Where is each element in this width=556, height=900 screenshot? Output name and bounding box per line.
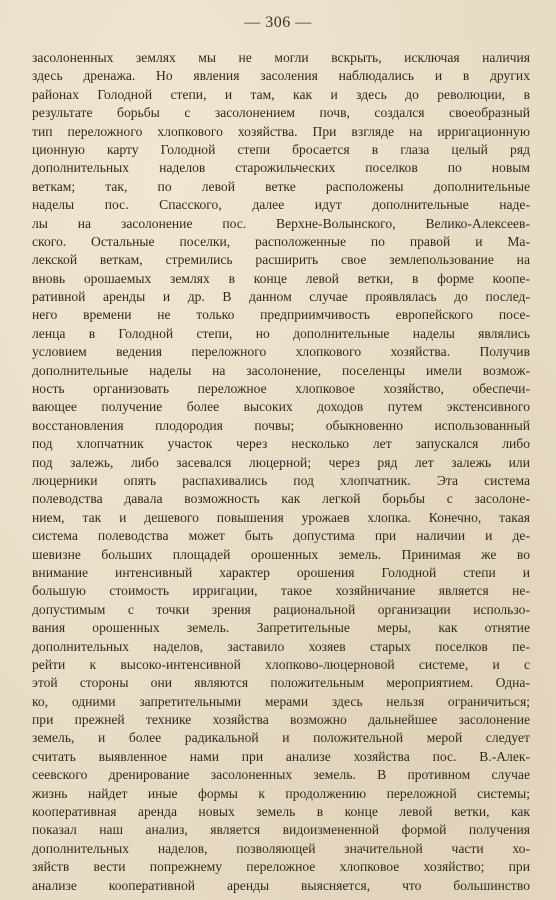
- text-line: дополнительных наделов, позволяющей значительной части хо-: [32, 840, 530, 856]
- text-line: ко, одними запретительными мерами здесь нельзя ограничиться;: [32, 693, 530, 709]
- text-line: лекской веткам, стремились расширить свое землепользование на: [32, 252, 530, 268]
- text-line: кооперативная аренда новых земель в конце левой ветки, как: [32, 804, 530, 820]
- text-line: большую стоимость ирригации, такое хозяйничание является не-: [32, 583, 530, 599]
- text-line: рейти к высоко-интенсивной хлопково-люцерновой системе, и с: [32, 656, 530, 672]
- text-line: него времени не только предприимчивость европейского посе-: [32, 307, 530, 323]
- text-line: районах Голодной степи, и там, как и здесь до революции, в: [32, 86, 530, 102]
- text-line: тип переложного хлопкового хозяйства. При взгляде на ирригационную: [32, 123, 530, 139]
- text-line: зяйств вести попрежнему переложное хлопковое хозяйство; при: [32, 859, 530, 875]
- text-line: земель, и более радикальной и положительной мерой следует: [32, 730, 530, 746]
- text-line: лы на засолонение пос. Верхне-Волынского, Велико-Алексеев-: [32, 215, 530, 231]
- text-line: система полеводства может быть допустима при наличии и де-: [32, 528, 530, 544]
- text-line: ность организовать переложное хлопковое хозяйство, обеспечи-: [32, 381, 530, 397]
- text-line: ленца в Голодной степи, но дополнительные наделы являлись: [32, 325, 530, 341]
- text-line: анализе кооперативной аренды выясняется, что большинство: [32, 877, 530, 893]
- text-line: нием, так и дешевого повышения урожаев хлопка. Конечно, такая: [32, 509, 530, 525]
- text-line: дополнительных наделов старожильческих поселков по новым: [32, 160, 530, 176]
- text-line: при прежней технике хозяйства возможно дальнейшее засолонение: [32, 712, 530, 728]
- text-line: условием ведения переложного хлопкового хозяйства. Получив: [32, 344, 530, 360]
- text-line: жизнь найдет иные формы к продолжению переложной системы;: [32, 785, 530, 801]
- text-line: вновь орошаемых землях в конце левой ветки, в форме коопе-: [32, 270, 530, 286]
- text-line: восстановления плодородия почвы; обыкновенно использованный: [32, 417, 530, 433]
- text-line: результате борьбы с засолонением почв, создался своеобразный: [32, 105, 530, 121]
- text-line: ционную карту Голодной степи бросается в глаза целый ряд: [32, 141, 530, 157]
- text-line: показал наш анализ, является видоизмененной формой получения: [32, 822, 530, 838]
- text-line: здесь дренажа. Но явления засоления наблюдались и в других: [32, 68, 530, 84]
- text-line: ского. Остальные поселки, расположенные по правой и Ма-: [32, 233, 530, 249]
- text-line: засолоненных землях мы не могли вскрыть, исключая наличия: [32, 50, 530, 65]
- text-line: полеводства давала возможность как легкой борьбы с засолоне-: [32, 491, 530, 507]
- text-line: дополнительные наделы на засолонение, поселенцы имели возмож-: [32, 362, 530, 378]
- text-line: ративной аренды и др. В данном случае проявлялась до послед-: [32, 289, 530, 305]
- text-line: вающее получение более высоких доходов путем экстенсивного: [32, 399, 530, 415]
- text-line: под залежь, либо засевался люцерной; через ряд лет залежь или: [32, 454, 530, 470]
- text-line: веткам; так, по левой ветке расположены дополнительные: [32, 178, 530, 194]
- text-line: этой стороны они являются положительным мероприятием. Одна-: [32, 675, 530, 691]
- page-number: — 306 —: [244, 14, 312, 31]
- text-line: считать выявленное нами при анализе хозяйства пос. В.-Алек-: [32, 748, 530, 764]
- text-line: шевизне больших площадей орошенных земель. Принимая же во: [32, 546, 530, 562]
- text-line: дополнительных наделов, заставило хозяев старых поселков пе-: [32, 638, 530, 654]
- text-line: люцерники опять распахивались под хлопчатник. Эта система: [32, 472, 530, 488]
- text-line: внимание интенсивный характер орошения Голодной степи и: [32, 564, 530, 580]
- text-line: вания орошенных земель. Запретительные меры, как отнятие: [32, 620, 530, 636]
- text-line: под хлопчатник участок через несколько лет запускался либо: [32, 436, 530, 452]
- text-line: сеевского дренирование засолоненных земель. В противном случае: [32, 767, 530, 783]
- body-text: [32, 49, 530, 895]
- text-line: наделы пос. Спасского, далее идут дополнительные наде-: [32, 197, 530, 213]
- text-line: допустимым с точки зрения рациональной организации использо-: [32, 601, 530, 617]
